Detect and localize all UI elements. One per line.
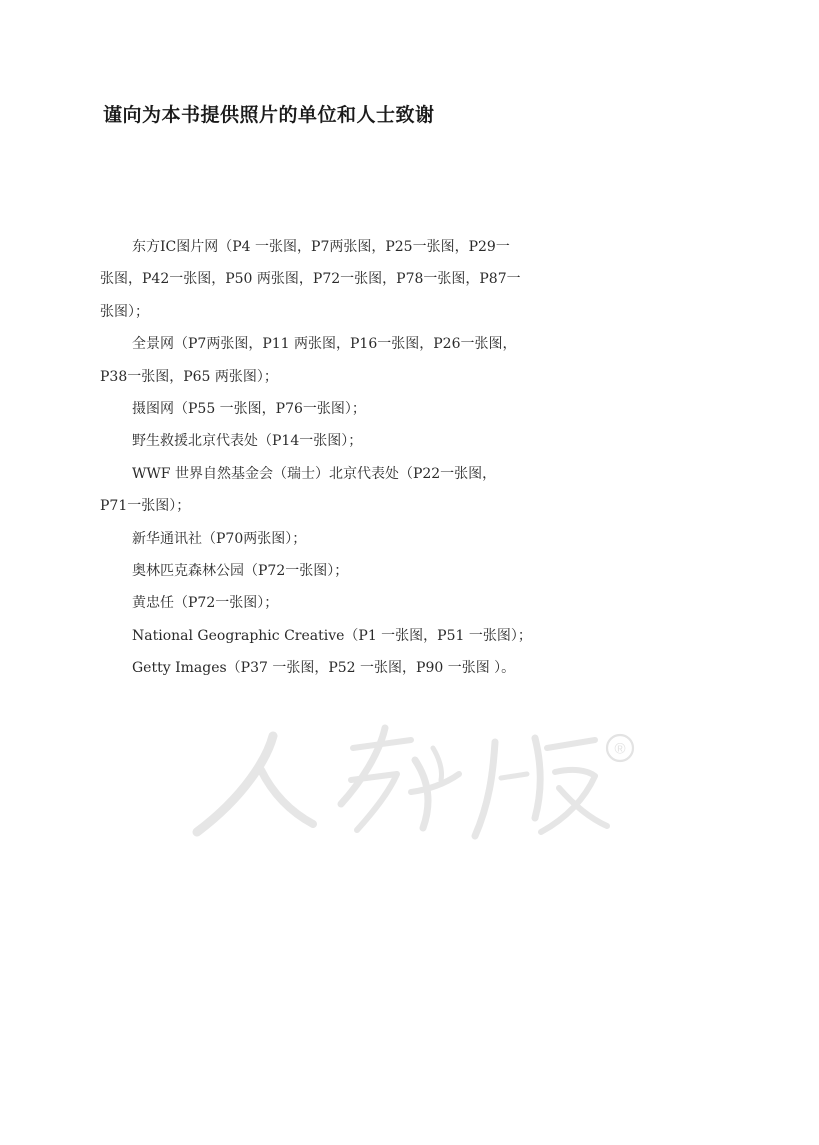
credit-entry-shetu [100, 393, 566, 425]
page-title: 谨向为本书提供照片的单位和人士致谢 [103, 104, 435, 126]
credit-line: National Geographic Creative（P1 一张图，P51 一张图）； [132, 627, 532, 644]
credit-line: 新华通讯社（P70两张图）； [132, 530, 307, 547]
credit-entry-national-geographic [100, 620, 566, 652]
credit-line: P71一张图）； [100, 498, 191, 515]
credit-line: Getty Images（P37 一张图，P52 一张图，P90 一张图 ）。 [132, 660, 516, 677]
credit-line: 奥林匹克森林公园（P72一张图）； [132, 563, 349, 580]
credit-line: P38一张图，P65 两张图）； [100, 368, 278, 385]
credit-line: 张图，P42一张图，P50 两张图，P72一张图，P78一张图，P87一 [100, 271, 521, 288]
credit-entry-dongfang-ic [100, 231, 566, 328]
registered-mark-icon [607, 735, 633, 761]
credit-line: 野生救援北京代表处（P14一张图）； [132, 433, 363, 450]
photo-credits-list [100, 231, 566, 685]
credit-line: 全景网（P7两张图，P11 两张图，P16一张图，P26一张图， [132, 336, 517, 353]
credit-entry-quanjing [100, 328, 566, 393]
credit-entry-olympic-forest-park [100, 555, 566, 587]
credit-line: WWF 世界自然基金会（瑞士）北京代表处（P22一张图， [132, 465, 497, 482]
credit-entry-xinhua [100, 523, 566, 555]
credit-line: 张图）； [100, 303, 149, 320]
registered-mark-glyph: ® [614, 740, 626, 758]
credit-entry-getty-images [100, 652, 566, 684]
credit-line: 摄图网（P55 一张图，P76一张图）； [132, 401, 366, 418]
publisher-watermark-logo [175, 718, 645, 848]
credit-entry-wildaid [100, 425, 566, 457]
credit-entry-wwf [100, 458, 566, 523]
credit-entry-huang-zhongren [100, 587, 566, 619]
credit-line: 黄忠任（P72一张图）； [132, 595, 279, 612]
credit-line: 东方IC图片网（P4 一张图，P7两张图，P25一张图，P29一 [132, 239, 510, 255]
